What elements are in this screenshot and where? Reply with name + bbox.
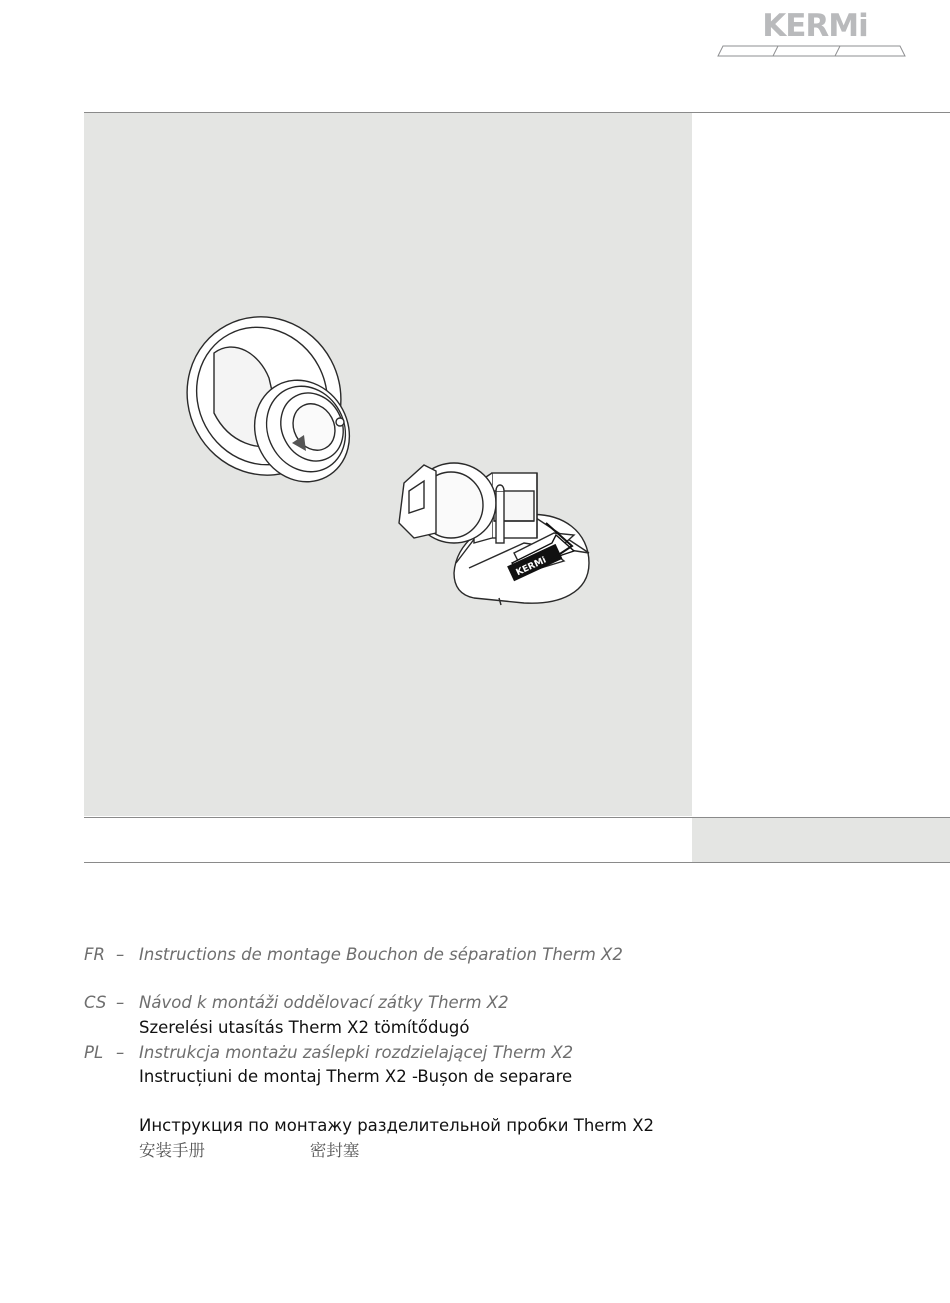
sealing-plug-icon — [159, 290, 368, 503]
language-code-fr: FR — [84, 945, 105, 964]
title-text-ru: Инструкция по монтажу разделительной пробки Therm X2 — [139, 1116, 655, 1135]
plug-brand-label: KERMi — [514, 555, 549, 579]
logo-wordmark: KERMi — [762, 8, 868, 44]
title-text-zh: 安装手册 密封塞 — [139, 1141, 360, 1160]
title-text-cs: Návod k montáži oddělovací zátky Therm X2 — [139, 993, 509, 1012]
product-illustration — [84, 113, 692, 816]
language-code-cs: CS — [84, 993, 107, 1012]
title-text-pl: Instrukcja montażu zaślepki rozdzielającej Therm X2 — [139, 1043, 574, 1062]
language-dash: – — [116, 945, 125, 964]
language-code-pl: PL — [84, 1043, 104, 1062]
title-text-ro: Instrucțiuni de montaj Therm X2 -Bușon de separare — [139, 1067, 573, 1086]
separation-plug-icon — [399, 463, 589, 605]
title-text-fr: Instructions de montage Bouchon de séparation Therm X2 — [139, 945, 623, 964]
logo-underline-icon — [710, 6, 910, 62]
language-dash: – — [116, 1043, 125, 1062]
kermi-logo — [710, 6, 910, 62]
bottom-rule — [84, 862, 950, 863]
language-dash: – — [116, 993, 125, 1012]
title-text-hu: Szerelési utasítás Therm X2 tömítődugó — [139, 1018, 470, 1037]
illustration-panel — [84, 113, 692, 816]
gray-side-strip — [692, 818, 950, 862]
